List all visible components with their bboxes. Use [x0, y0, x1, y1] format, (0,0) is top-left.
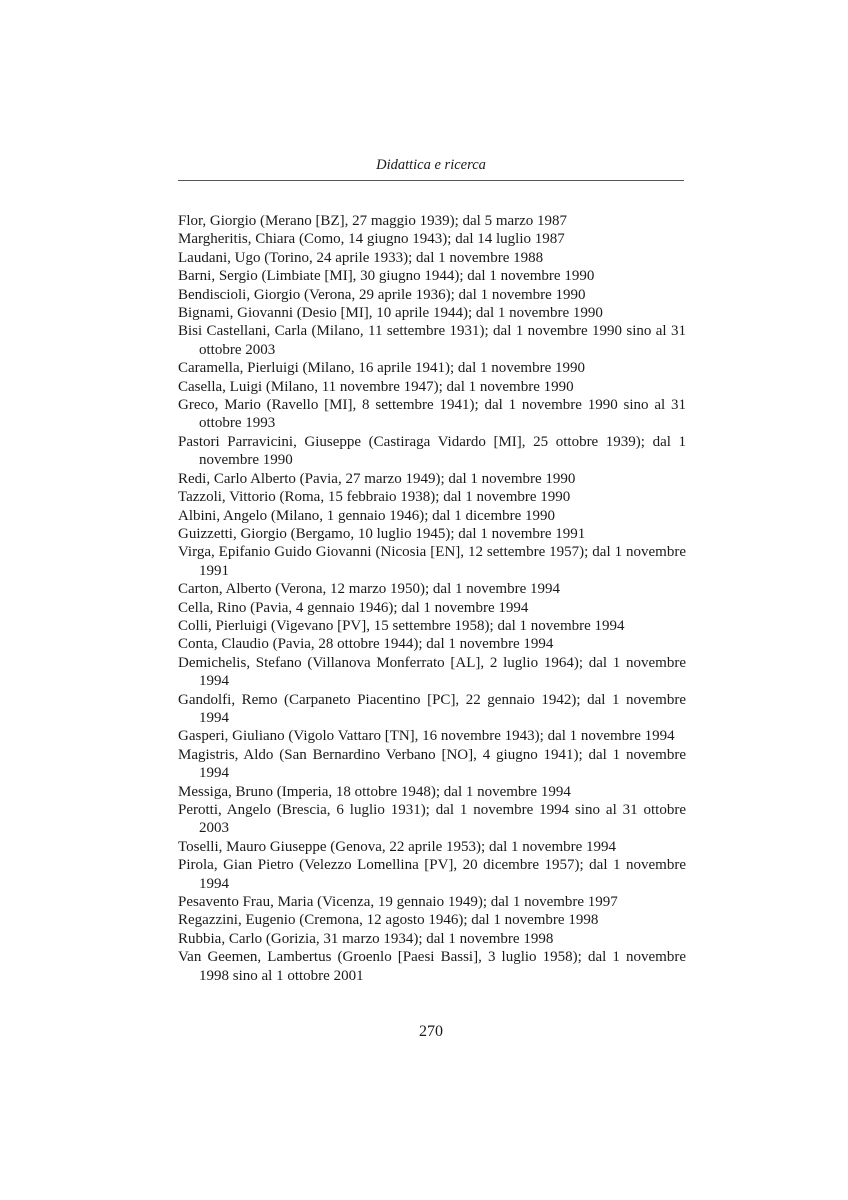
list-item: Rubbia, Carlo (Gorizia, 31 marzo 1934); dal 1 novembre 1998 — [178, 930, 554, 947]
list-item: Virga, Epifanio Guido Giovanni (Nicosia [EN], 12 settembre 1957); dal 1 novembre 1991 — [178, 544, 686, 579]
list-item: Guizzetti, Giorgio (Bergamo, 10 luglio 1945); dal 1 novembre 1991 — [178, 525, 586, 542]
list-item: Barni, Sergio (Limbiate [MI], 30 giugno 1944); dal 1 novembre 1990 — [178, 268, 595, 285]
list-item: Toselli, Mauro Giuseppe (Genova, 22 aprile 1953); dal 1 novembre 1994 — [178, 838, 617, 855]
header-rule — [178, 180, 684, 181]
list-item: Albini, Angelo (Milano, 1 gennaio 1946); dal 1 dicembre 1990 — [178, 507, 556, 524]
list-item: Margheritis, Chiara (Como, 14 giugno 1943); dal 14 luglio 1987 — [178, 231, 565, 248]
page-number: 270 — [419, 1023, 443, 1040]
list-item: Demichelis, Stefano (Villanova Monferrato [AL], 2 luglio 1964); dal 1 novembre 1994 — [178, 654, 686, 690]
list-item: Bisi Castellani, Carla (Milano, 11 settembre 1931); dal 1 novembre 1990 sino al 31 ottobre 2003 — [178, 323, 686, 358]
list-item: Pesavento Frau, Maria (Vicenza, 19 gennaio 1949); dal 1 novembre 1997 — [178, 894, 618, 911]
running-header: Didattica e ricerca — [376, 157, 486, 173]
list-item: Pastori Parravicini, Giuseppe (Castiraga Vidardo [MI], 25 ottobre 1939); dal 1 novembre 1990 — [178, 433, 686, 469]
list-item: Gandolfi, Remo (Carpaneto Piacentino [PC], 22 gennaio 1942); dal 1 novembre 1994 — [178, 691, 686, 726]
list-item: Perotti, Angelo (Brescia, 6 luglio 1931); dal 1 novembre 1994 sino al 31 ottobre 2003 — [178, 802, 686, 837]
list-item: Tazzoli, Vittorio (Roma, 15 febbraio 1938); dal 1 novembre 1990 — [178, 489, 571, 506]
list-item: Gasperi, Giuliano (Vigolo Vattaro [TN], 16 novembre 1943); dal 1 novembre 1994 — [178, 728, 675, 745]
list-item: Greco, Mario (Ravello [MI], 8 settembre 1941); dal 1 novembre 1990 sino al 31 ottobre 1993 — [178, 397, 686, 432]
list-item: Bendiscioli, Giorgio (Verona, 29 aprile 1936); dal 1 novembre 1990 — [178, 286, 586, 303]
list-item: Van Geemen, Lambertus (Groenlo [Paesi Bassi], 3 luglio 1958); dal 1 novembre 1998 sino al 1 ottobre 2001 — [178, 949, 686, 984]
list-item: Conta, Claudio (Pavia, 28 ottobre 1944); dal 1 novembre 1994 — [178, 636, 554, 653]
list-item: Flor, Giorgio (Merano [BZ], 27 maggio 1939); dal 5 marzo 1987 — [178, 213, 568, 229]
list-item: Regazzini, Eugenio (Cremona, 12 agosto 1946); dal 1 novembre 1998 — [178, 912, 599, 929]
list-item: Redi, Carlo Alberto (Pavia, 27 marzo 1949); dal 1 novembre 1990 — [178, 470, 576, 487]
list-item: Bignami, Giovanni (Desio [MI], 10 aprile 1944); dal 1 novembre 1990 — [178, 305, 603, 322]
list-item: Carton, Alberto (Verona, 12 marzo 1950); dal 1 novembre 1994 — [178, 581, 560, 598]
list-item: Caramella, Pierluigi (Milano, 16 aprile 1941); dal 1 novembre 1990 — [178, 360, 585, 377]
list-item: Messiga, Bruno (Imperia, 18 ottobre 1948); dal 1 novembre 1994 — [178, 783, 571, 800]
list-item: Magistris, Aldo (San Bernardino Verbano [NO], 4 giugno 1941); dal 1 novembre 1994 — [178, 746, 686, 782]
list-item: Cella, Rino (Pavia, 4 gennaio 1946); dal 1 novembre 1994 — [178, 599, 529, 616]
list-item: Colli, Pierluigi (Vigevano [PV], 15 settembre 1958); dal 1 novembre 1994 — [178, 617, 625, 634]
list-item: Laudani, Ugo (Torino, 24 aprile 1933); dal 1 novembre 1988 — [178, 249, 544, 266]
list-item: Pirola, Gian Pietro (Velezzo Lomellina [PV], 20 dicembre 1957); dal 1 novembre 1994 — [178, 857, 686, 892]
faculty-list — [178, 212, 686, 985]
list-item: Casella, Luigi (Milano, 11 novembre 1947); dal 1 novembre 1990 — [178, 378, 574, 395]
